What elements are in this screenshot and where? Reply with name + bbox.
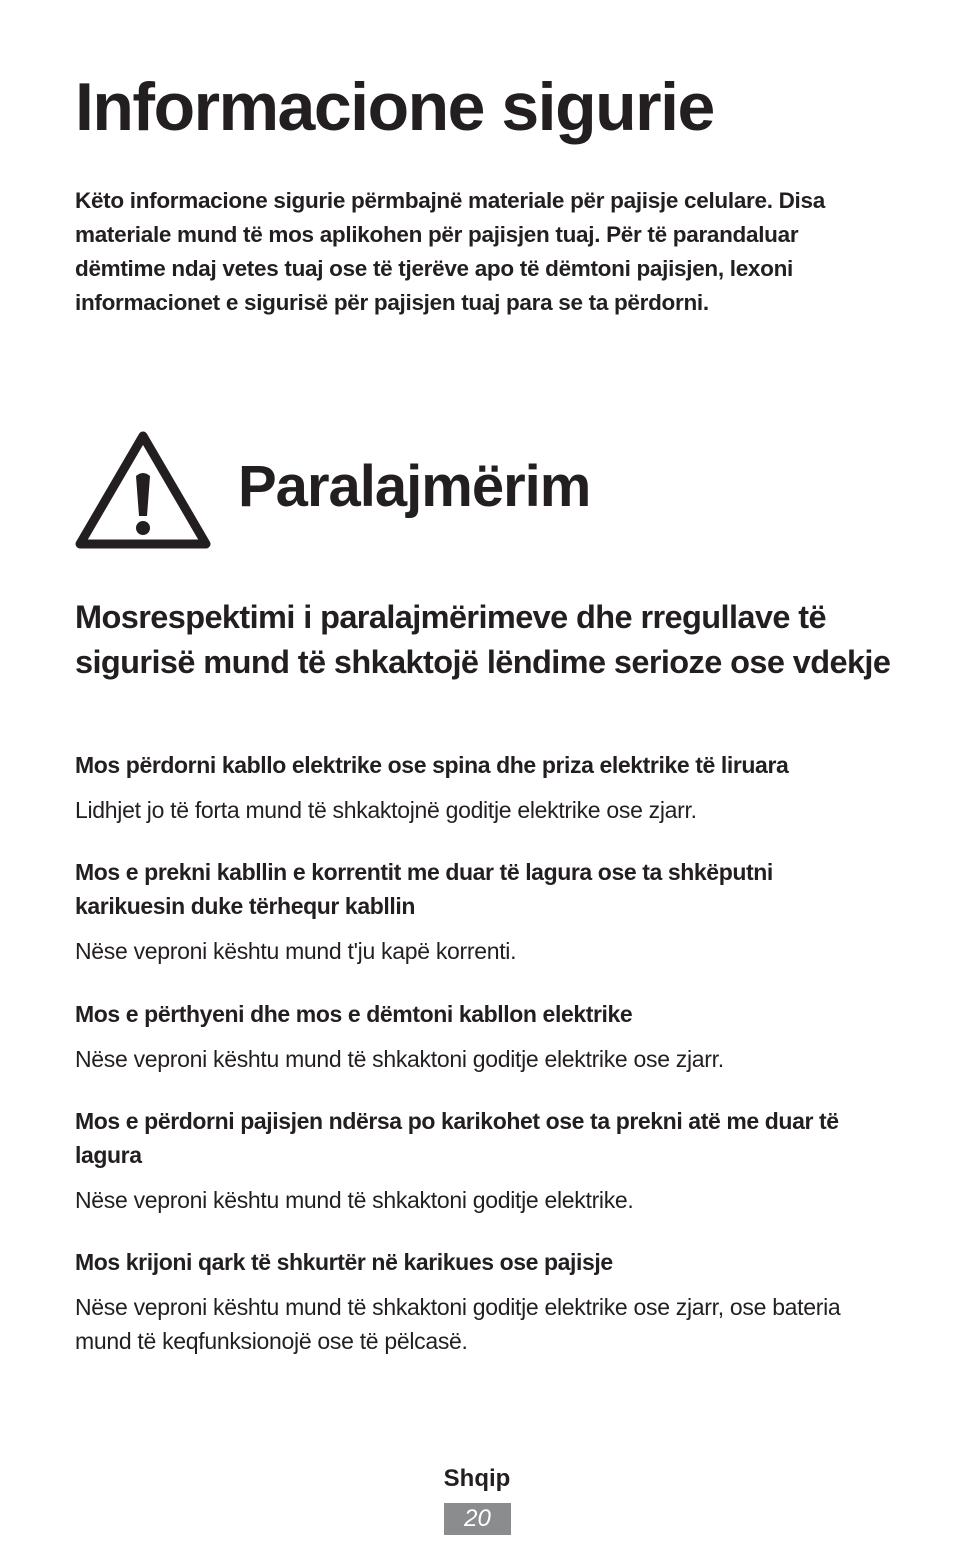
warning-triangle-icon bbox=[74, 428, 212, 550]
safety-item bbox=[75, 748, 885, 827]
safety-item-body: Lidhjet jo të forta mund të shkaktojnë goditje elektrike ose zjarr. bbox=[75, 797, 697, 823]
safety-item-body: Nëse veproni kështu mund të shkaktoni goditje elektrike. bbox=[75, 1187, 634, 1213]
safety-item-title: Mos e përdorni pajisjen ndërsa po karikohet ose ta prekni atë me duar të lagura bbox=[75, 1108, 839, 1168]
safety-item-title: Mos krijoni qark të shkurtër në karikues ose pajisje bbox=[75, 1249, 613, 1275]
safety-item-body: Nëse veproni kështu mund t'ju kapë korrenti. bbox=[75, 938, 517, 964]
warning-heading: Paralajmërim bbox=[238, 454, 591, 519]
safety-item-body: Nëse veproni kështu mund të shkaktoni goditje elektrike ose zjarr. bbox=[75, 1046, 724, 1072]
safety-item-title: Mos përdorni kabllo elektrike ose spina dhe priza elektrike të liruara bbox=[75, 752, 789, 778]
safety-item bbox=[75, 1245, 885, 1358]
safety-item-title: Mos e përthyeni dhe mos e dëmtoni kabllon elektrike bbox=[75, 1001, 633, 1027]
intro-paragraph: Këto informacione sigurie përmbajnë materiale për pajisje celulare. Disa materiale mund të mos aplikohen për pajisjen tuaj. Për të parandaluar dëmtime ndaj vetes tuaj ose të tjerëve apo të dëmtoni pajisjen, lexoni informacionet e sigurisë për pajisjen tuaj para se ta përdorni. bbox=[75, 188, 825, 315]
page-title: Informacione sigurie bbox=[75, 69, 714, 145]
safety-item bbox=[75, 997, 885, 1076]
section-heading: Mosrespektimi i paralajmërimeve dhe rregullave të sigurisë mund të shkaktojë lëndime serioze ose vdekje bbox=[75, 599, 891, 680]
safety-item-body: Nëse veproni kështu mund të shkaktoni goditje elektrike ose zjarr, ose bateria mund të keqfunksionojë ose të pëlcasë. bbox=[75, 1294, 841, 1354]
safety-item-title: Mos e prekni kabllin e korrentit me duar të lagura ose ta shkëputni karikuesin duke tërhequr kabllin bbox=[75, 859, 773, 919]
safety-item bbox=[75, 1104, 885, 1217]
safety-item bbox=[75, 855, 885, 968]
footer-language: Shqip bbox=[443, 1465, 511, 1492]
page-number: 20 bbox=[444, 1503, 511, 1535]
